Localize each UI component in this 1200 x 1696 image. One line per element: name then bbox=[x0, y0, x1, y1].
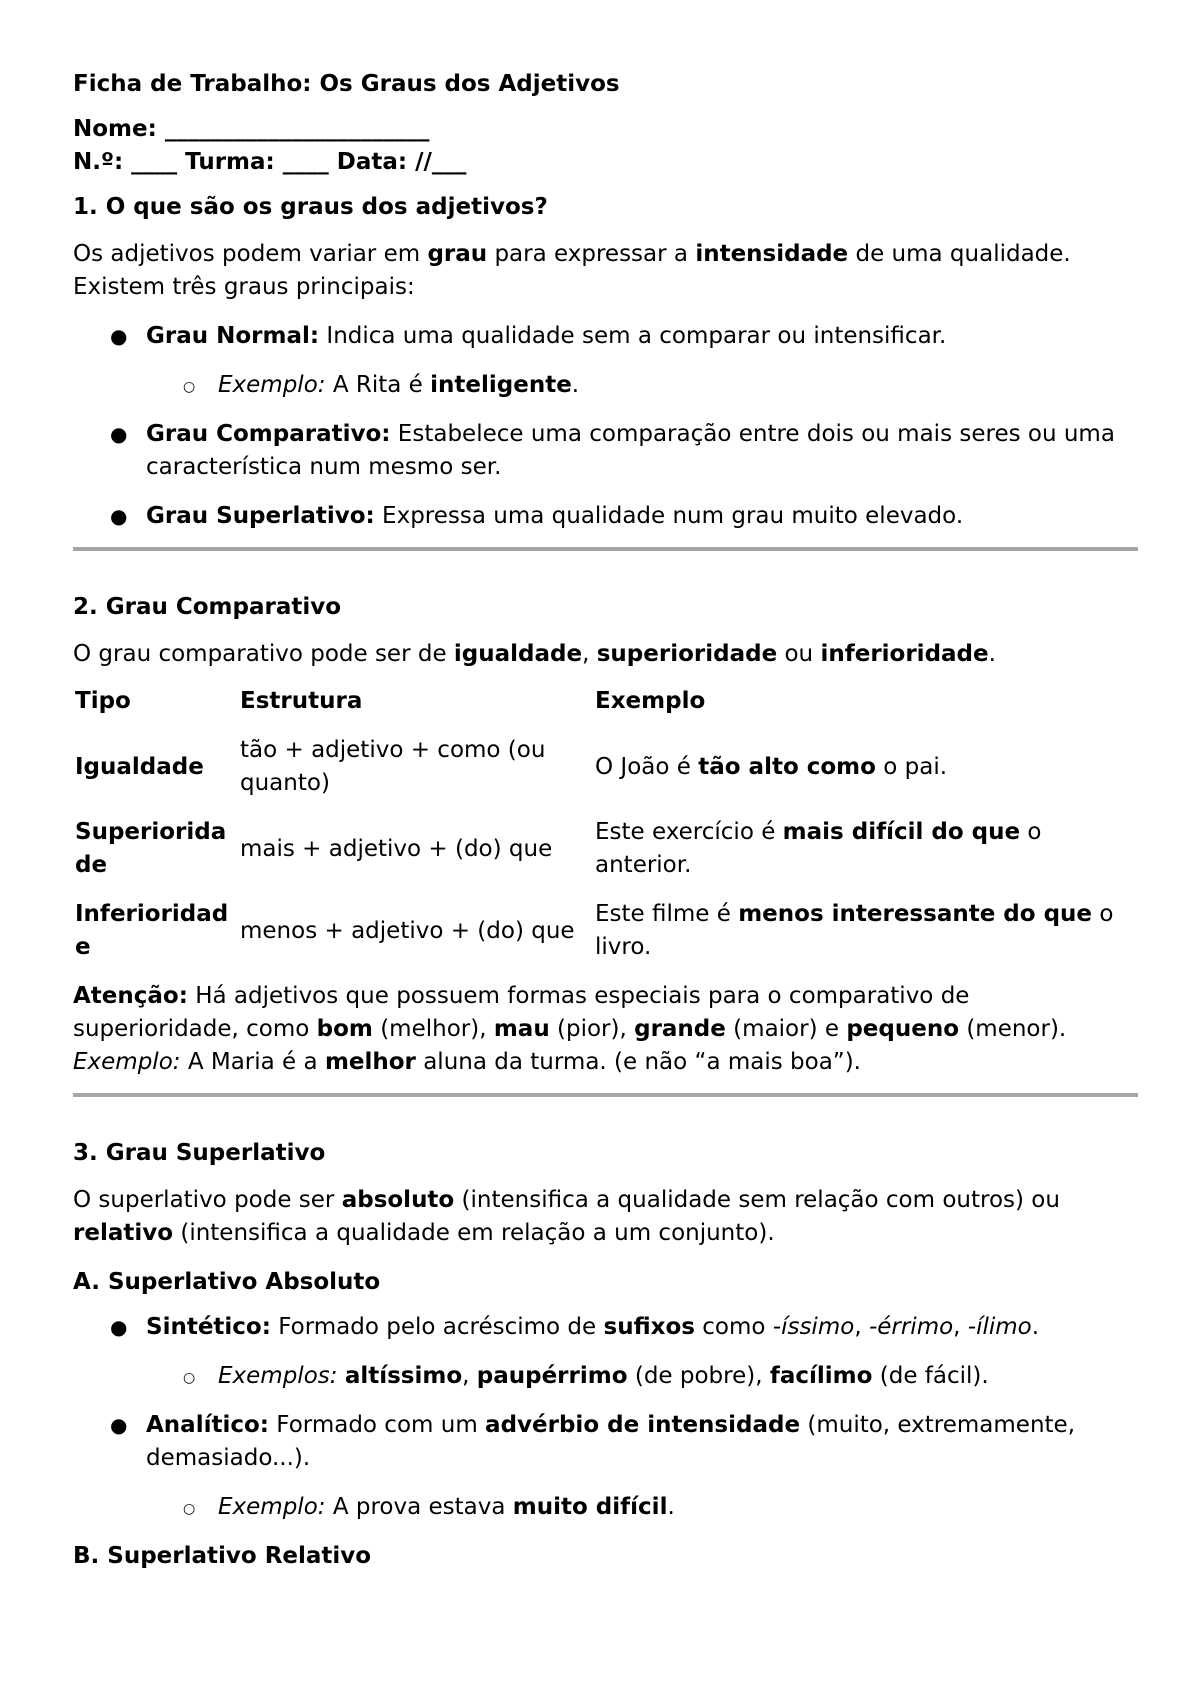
section2-intro: O grau comparativo pode ser de igualdade, superioridade ou inferioridade. bbox=[73, 641, 996, 667]
cell-exemplo: Este exercício é mais difícil do que o anterior. bbox=[595, 819, 1042, 878]
number-class-date-line: N.º: ____ Turma: ____ Data: //___ bbox=[73, 149, 467, 175]
circle-bullet-icon: ○ bbox=[183, 1370, 196, 1386]
section1-heading: 1. O que são os graus dos adjetivos? bbox=[73, 194, 548, 220]
cell-tipo: Superioridade bbox=[75, 819, 227, 878]
table-row bbox=[73, 734, 1138, 816]
grades-list bbox=[73, 320, 1138, 533]
cell-exemplo: O João é tão alto como o pai. bbox=[595, 753, 948, 780]
attention-example: Exemplo: A Maria é a melhor aluna da turma. (e não “a mais boa”). bbox=[73, 1049, 861, 1075]
sub-item-normal-example: ○ Exemplo: A Rita é inteligente. bbox=[73, 369, 1138, 402]
subsection-b-heading: B. Superlativo Relativo bbox=[73, 1543, 372, 1569]
comparative-table bbox=[73, 685, 1138, 980]
section2-heading: 2. Grau Comparativo bbox=[73, 594, 342, 620]
sub-item-analitico-example: ○ Exemplo: A prova estava muito difícil. bbox=[73, 1491, 1138, 1524]
section3-heading: 3. Grau Superlativo bbox=[73, 1140, 326, 1166]
list-item-grau-comparativo: ● Grau Comparativo: Estabelece uma comparação entre dois ou mais seres ou uma característica num mesmo ser. bbox=[73, 418, 1138, 484]
bullet-icon: ● bbox=[110, 504, 128, 528]
table-row bbox=[73, 816, 1138, 898]
section-divider bbox=[73, 1093, 1138, 1097]
sub-item-sintetico-examples: ○ Exemplos: altíssimo, paupérrimo (de pobre), facílimo (de fácil). bbox=[73, 1360, 1138, 1393]
header-exemplo: Exemplo bbox=[595, 688, 706, 714]
section1-intro: Os adjetivos podem variar em grau para expressar a intensidade de uma qualidade. Existem três graus principais: bbox=[73, 241, 1071, 300]
section-divider bbox=[73, 547, 1138, 551]
list-item-grau-superlativo: ● Grau Superlativo: Expressa uma qualidade num grau muito elevado. bbox=[73, 500, 1138, 533]
list-item-grau-normal: ● Grau Normal: Indica uma qualidade sem a comparar ou intensificar. ○ Exemplo: A Rita é inteligente. bbox=[73, 320, 1138, 402]
cell-tipo: Igualdade bbox=[75, 753, 204, 780]
section3-intro: O superlativo pode ser absoluto (intensifica a qualidade sem relação com outros) ou relativo (intensifica a qualidade em relação a um conjunto). bbox=[73, 1187, 1060, 1246]
list-item-analitico: ● Analítico: Formado com um advérbio de intensidade (muito, extremamente, demasiado...). ○ Exemplo: A prova estava muito difícil. bbox=[73, 1409, 1138, 1524]
bullet-icon: ● bbox=[110, 1315, 128, 1339]
header-estrutura: Estrutura bbox=[240, 688, 363, 714]
circle-bullet-icon: ○ bbox=[183, 1501, 196, 1517]
list-item-sintetico: ● Sintético: Formado pelo acréscimo de sufixos como -íssimo, -érrimo, -ílimo. ○ Exemplos: altíssimo, paupérrimo (de pobre), facílimo (de fácil). bbox=[73, 1311, 1138, 1393]
bullet-icon: ● bbox=[110, 422, 128, 446]
cell-estrutura: mais + adjetivo + (do) que bbox=[240, 835, 553, 862]
cell-estrutura: tão + adjetivo + como (ou quanto) bbox=[240, 737, 546, 796]
header-tipo: Tipo bbox=[75, 688, 131, 714]
cell-estrutura: menos + adjetivo + (do) que bbox=[240, 917, 575, 944]
document-body bbox=[73, 68, 1138, 1573]
table-row bbox=[73, 898, 1138, 980]
document-title: Ficha de Trabalho: Os Graus dos Adjetivos bbox=[73, 71, 620, 97]
bullet-icon: ● bbox=[110, 324, 128, 348]
bullet-icon: ● bbox=[110, 1413, 128, 1437]
name-field-line: Nome: _______________________ bbox=[73, 116, 430, 142]
absolute-superlative-list bbox=[73, 1311, 1138, 1524]
table-header-row bbox=[73, 685, 1138, 734]
attention-note: Atenção: Há adjetivos que possuem formas especiais para o comparativo de superioridade, como bom (melhor), mau (pior), grande (maior) e pequeno (menor). bbox=[73, 983, 1067, 1042]
cell-tipo: Inferioridade bbox=[75, 901, 229, 960]
subsection-a-heading: A. Superlativo Absoluto bbox=[73, 1269, 381, 1295]
cell-exemplo: Este filme é menos interessante do que o livro. bbox=[595, 901, 1114, 960]
circle-bullet-icon: ○ bbox=[183, 379, 196, 395]
